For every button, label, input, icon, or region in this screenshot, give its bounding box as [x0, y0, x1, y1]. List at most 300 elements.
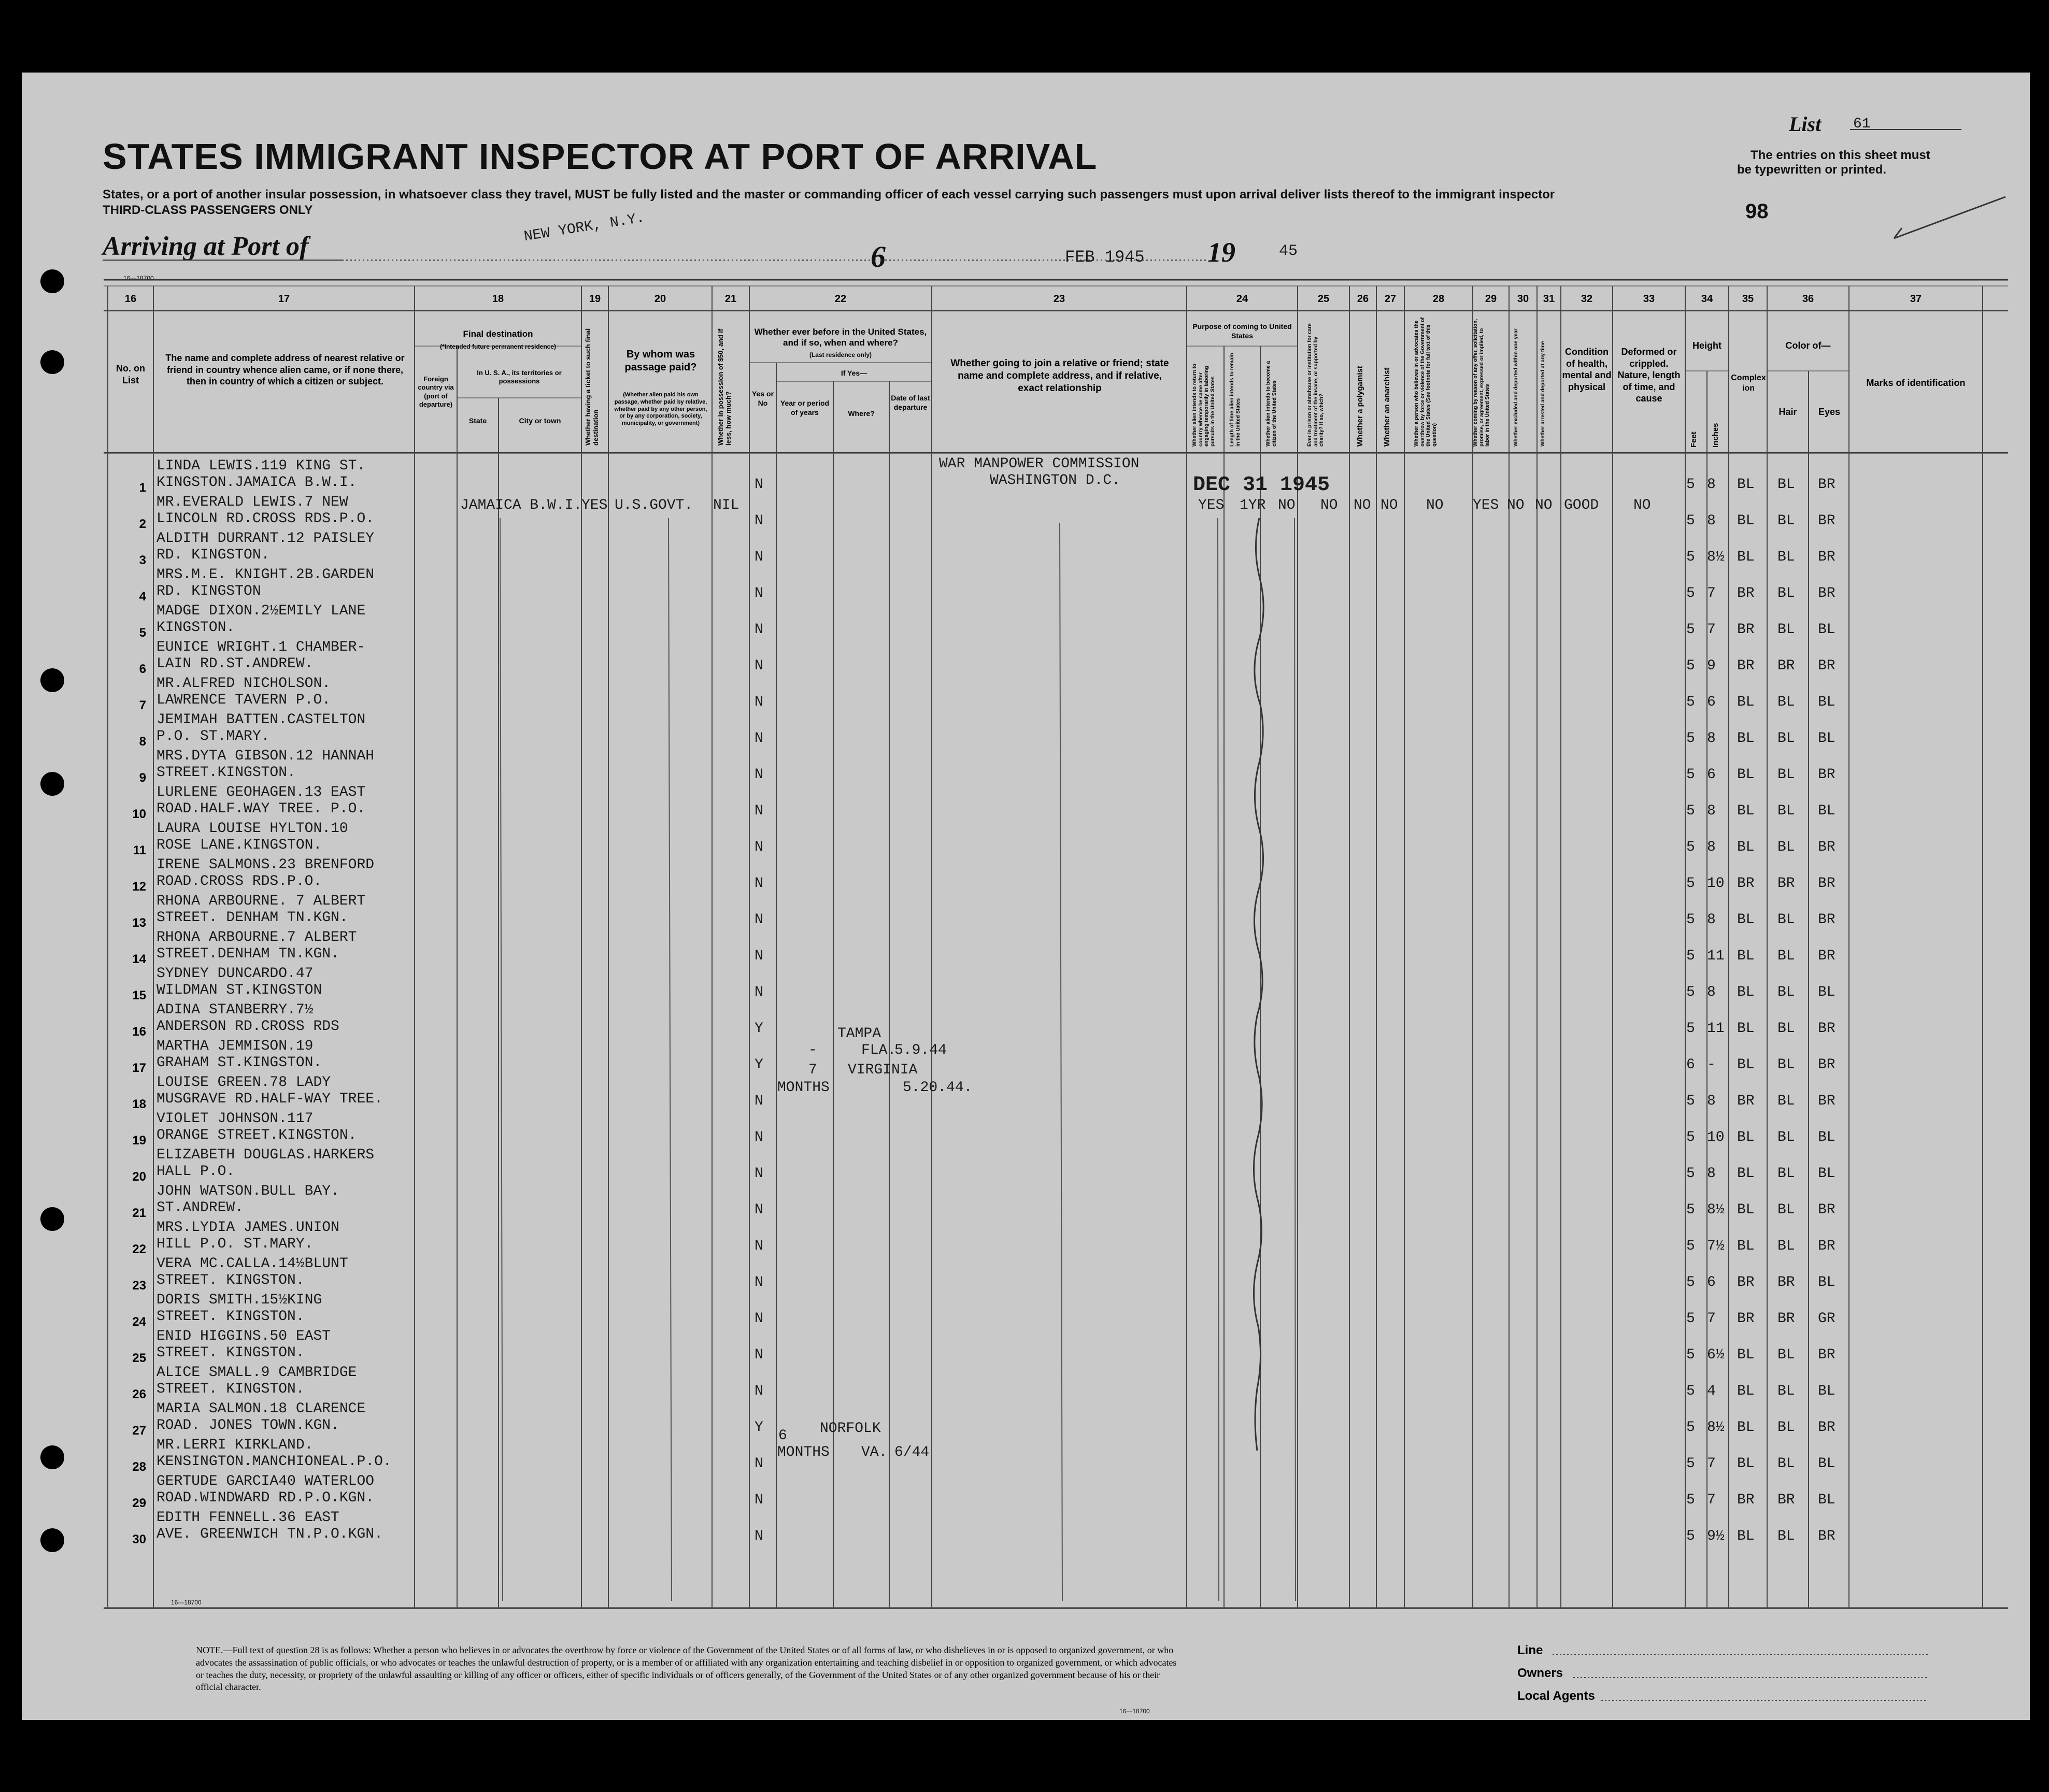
column-number: 25	[1317, 293, 1330, 305]
row-number: 11	[133, 843, 146, 857]
height-inches: 8	[1707, 1093, 1716, 1109]
complexion: BL	[1737, 1238, 1755, 1254]
row-number: 25	[132, 1351, 146, 1365]
relative-line1: MRS.LYDIA JAMES.UNION	[156, 1220, 339, 1236]
been-before: N	[755, 1202, 763, 1218]
been-before: N	[755, 1383, 763, 1399]
visit-where: FLA.	[861, 1042, 897, 1058]
relative-line1: MADGE DIXON.2½EMILY LANE	[156, 603, 366, 619]
been-before: N	[755, 694, 763, 710]
relative-line1: MR.LERRI KIRKLAND.	[156, 1437, 314, 1453]
header-inches: Inches	[1711, 423, 1720, 448]
relative-line2: ST.ANDREW.	[156, 1200, 244, 1216]
height-feet: 5	[1686, 1202, 1695, 1218]
eye-color: BR	[1818, 1021, 1835, 1037]
height-inches: 8	[1707, 1166, 1716, 1182]
eye-color: BR	[1818, 549, 1835, 565]
hair-color: BL	[1777, 1528, 1795, 1544]
arrested-value: NO	[1535, 497, 1553, 513]
visit-where: VA.	[861, 1444, 888, 1460]
height-feet: 5	[1686, 1166, 1695, 1182]
complexion: BR	[1737, 622, 1755, 638]
relative-line2: WILDMAN ST.KINGSTON	[156, 982, 322, 998]
column-number: 30	[1517, 293, 1529, 305]
been-before: N	[755, 876, 763, 892]
relative-line2: ORANGE STREET.KINGSTON.	[156, 1127, 357, 1143]
eye-color: BR	[1818, 876, 1835, 892]
row-number: 28	[132, 1460, 146, 1474]
relative-line1: MRS.DYTA GIBSON.12 HANNAH	[156, 748, 375, 764]
hair-color: BL	[1777, 839, 1795, 855]
relative-line1: DORIS SMITH.15½KING	[156, 1292, 322, 1308]
header-anarchist: Whether an anarchist	[1383, 367, 1391, 447]
eye-color: BL	[1818, 984, 1835, 1000]
column-number: 28	[1432, 293, 1445, 305]
height-feet: 5	[1686, 1021, 1695, 1037]
eye-color: BL	[1818, 1166, 1835, 1182]
column-number: 37	[1910, 293, 1922, 305]
row-number: 15	[132, 988, 146, 1002]
eye-color: BR	[1818, 477, 1835, 493]
height-feet: 5	[1686, 912, 1695, 928]
row-number: 1	[139, 481, 146, 495]
header-purpose-return: Whether alien intends to return to country whence he came after engaging temporarily in laboring pursuits in the United States	[1192, 363, 1216, 447]
hair-color: BL	[1777, 984, 1795, 1000]
visit-years: MONTHS	[777, 1080, 830, 1096]
been-before: N	[755, 803, 763, 819]
been-before: N	[755, 984, 763, 1000]
hair-color: BL	[1777, 1057, 1795, 1073]
row-number: 3	[139, 553, 146, 567]
relative-line2: ROAD.CROSS RDS.P.O.	[156, 873, 322, 890]
row-number: 7	[139, 698, 146, 712]
relative-line1: VIOLET JOHNSON.117	[156, 1111, 314, 1127]
relative-line2: ROAD.HALF.WAY TREE. P.O.	[156, 801, 366, 817]
owners-label: Owners	[1517, 1666, 1563, 1680]
row-number: 22	[132, 1242, 146, 1256]
row-number: 30	[132, 1532, 146, 1546]
relative-line2: STREET.DENHAM TN.KGN.	[156, 946, 339, 962]
column-number: 33	[1643, 293, 1655, 305]
relative-line2: KINGSTON.	[156, 620, 235, 636]
relative-line2: STREET. KINGSTON.	[156, 1272, 305, 1288]
paid-by-value: U.S.GOVT.	[615, 497, 693, 513]
been-before: N	[755, 730, 763, 747]
relative-line1: VERA MC.CALLA.14½BLUNT	[156, 1256, 348, 1272]
column-number: 29	[1485, 293, 1497, 305]
height-inches: 4	[1707, 1383, 1716, 1399]
arriving-label: Arriving at Port of	[103, 232, 309, 261]
relative-line2: STREET. KINGSTON.	[156, 1381, 305, 1397]
header-passage-note: (Whether alien paid his own passage, whether paid by relative, whether paid by any other person, or by any corporation, society, municipality, or government)	[614, 392, 707, 426]
hair-color: BL	[1777, 1021, 1795, 1037]
been-before: Y	[755, 1057, 763, 1073]
eye-color: BL	[1818, 1383, 1835, 1399]
row-number: 20	[132, 1170, 146, 1184]
height-feet: 5	[1686, 1311, 1695, 1327]
been-before: N	[755, 948, 763, 964]
hair-color: BL	[1777, 694, 1795, 710]
row-number: 5	[139, 626, 146, 640]
complexion: BL	[1737, 1057, 1755, 1073]
height-feet: 5	[1686, 1347, 1695, 1363]
relative-line2: KENSINGTON.MANCHIONEAL.P.O.	[156, 1454, 392, 1470]
height-feet: 5	[1686, 1456, 1695, 1472]
ticket-value: YES	[581, 497, 608, 513]
been-before: N	[755, 1311, 763, 1327]
hair-color: BL	[1777, 1202, 1795, 1218]
row-number: 14	[132, 952, 146, 966]
height-feet: 5	[1686, 1238, 1695, 1254]
eye-color: BR	[1818, 1057, 1835, 1073]
height-inches: 8	[1707, 513, 1716, 529]
row-number: 16	[132, 1025, 146, 1039]
header-state: State	[468, 417, 487, 425]
header-where: Where?	[848, 409, 875, 418]
relative-line2: STREET.KINGSTON.	[156, 765, 296, 781]
been-before: N	[755, 549, 763, 565]
hair-color: BR	[1777, 1311, 1795, 1327]
relative-line2: KINGSTON.JAMAICA B.W.I.	[156, 475, 357, 491]
header-yes-no: Yes or No	[751, 390, 774, 407]
relative-line1: MR.EVERALD LEWIS.7 NEW	[156, 494, 348, 510]
complexion: BR	[1737, 1093, 1755, 1109]
height-inches: 7	[1707, 1311, 1716, 1327]
header-nearest-relative: The name and complete address of nearest relative or friend in country whence alien came, or if none there, then in country of which a citizen or subject.	[165, 353, 405, 386]
relative-line2: GRAHAM ST.KINGSTON.	[156, 1055, 322, 1071]
height-feet: 5	[1686, 767, 1695, 783]
height-inches: 7	[1707, 1492, 1716, 1508]
relative-line1: MRS.M.E. KNIGHT.2B.GARDEN	[156, 567, 375, 583]
row-number: 6	[139, 662, 146, 676]
row-number: 13	[132, 916, 146, 930]
height-inches: 10	[1707, 876, 1725, 892]
header-excluded: Whether excluded and deported within one year	[1513, 328, 1519, 447]
header-if-yes: If Yes—	[841, 369, 867, 377]
header-before-note: (Last residence only)	[809, 351, 872, 359]
header-join-relative: Whether going to join a relative or friend; state name and complete address, and if relative, exact relationship	[950, 358, 1169, 394]
money-value: NIL	[713, 497, 739, 513]
date-stamp: FEB 1945	[1065, 248, 1145, 267]
form-number: 16—18700	[171, 1599, 202, 1606]
header-foreign-country: Foreign country via (port of departure)	[418, 375, 454, 408]
visit-where: TAMPA	[837, 1026, 881, 1042]
hair-color: BL	[1777, 622, 1795, 638]
height-inches: 6	[1707, 694, 1716, 710]
height-inches: 8	[1707, 730, 1716, 747]
been-before: N	[755, 1129, 763, 1145]
been-before: N	[755, 1274, 763, 1291]
hair-color: BL	[1777, 1347, 1795, 1363]
height-inches: 8	[1707, 477, 1716, 493]
prison-value: NO	[1320, 497, 1338, 513]
height-inches: 7	[1707, 622, 1716, 638]
row-number: 23	[132, 1279, 146, 1293]
height-feet: 5	[1686, 622, 1695, 638]
relative-line2: HALL P.O.	[156, 1164, 235, 1180]
height-inches: 8	[1707, 912, 1716, 928]
height-feet: 5	[1686, 549, 1695, 565]
row-number: 10	[132, 807, 146, 821]
row-number: 18	[132, 1097, 146, 1111]
column-number: 34	[1701, 293, 1713, 305]
dest-state: JAMAICA B.W.I.	[460, 497, 582, 513]
deformed-value: NO	[1633, 497, 1651, 513]
been-before: N	[755, 1238, 763, 1254]
complexion: BL	[1737, 1021, 1755, 1037]
height-inches: 6	[1707, 1274, 1716, 1291]
row-number: 12	[132, 880, 146, 894]
page-title: STATES IMMIGRANT INSPECTOR AT PORT OF ARRIVAL	[103, 136, 1098, 177]
height-inches: 10	[1707, 1129, 1725, 1145]
header-final-destination-note: (*Intended future permanent residence)	[439, 343, 557, 350]
hair-color: BL	[1777, 1420, 1795, 1436]
column-number: 24	[1236, 293, 1248, 305]
relative-line2: RD. KINGSTON.	[156, 547, 270, 563]
eye-color: BL	[1818, 694, 1835, 710]
relative-line1: RHONA ARBOURNE.7 ALBERT	[156, 929, 357, 945]
complexion: BL	[1737, 1166, 1755, 1182]
complexion: BR	[1737, 658, 1755, 674]
column-number: 26	[1357, 293, 1369, 305]
arrival-day: 6	[871, 240, 886, 274]
header-list-number: No. on List	[116, 363, 145, 385]
height-feet: 5	[1686, 984, 1695, 1000]
header-deformed: Deformed or crippled. Nature, length of time, and cause	[1617, 347, 1681, 404]
relative-line1: ADINA STANBERRY.7½	[156, 1002, 314, 1018]
height-feet: 5	[1686, 694, 1695, 710]
complexion: BR	[1737, 876, 1755, 892]
eye-color: GR	[1818, 1311, 1835, 1327]
height-inches: 6	[1707, 767, 1716, 783]
form-number: 16—18700	[123, 275, 154, 282]
height-inches: 8	[1707, 839, 1716, 855]
overthrow-value: NO	[1426, 497, 1444, 513]
complexion: BR	[1737, 1492, 1755, 1508]
complexion: BR	[1737, 585, 1755, 601]
been-before: N	[755, 658, 763, 674]
eye-color: BR	[1818, 912, 1835, 928]
hair-color: BL	[1777, 912, 1795, 928]
hair-color: BL	[1777, 549, 1795, 565]
typewritten-note: The entries on this sheet must	[1751, 148, 1930, 162]
height-feet: 5	[1686, 477, 1695, 493]
relative-line1: ALDITH DURRANT.12 PAISLEY	[156, 531, 375, 547]
height-feet: 5	[1686, 1528, 1695, 1544]
column-number: 35	[1742, 293, 1754, 305]
purpose-length: 1YR	[1240, 497, 1266, 513]
sheet-number: 98	[1745, 200, 1769, 223]
complexion: BL	[1737, 839, 1755, 855]
header-arrested: Whether arrested and deported at any time	[1540, 341, 1546, 447]
height-inches: 8	[1707, 803, 1716, 819]
hair-color: BL	[1777, 948, 1795, 964]
relative-line2: STREET. KINGSTON.	[156, 1309, 305, 1325]
hair-color: BL	[1777, 513, 1795, 529]
hair-color: BR	[1777, 658, 1795, 674]
relative-line2: ROAD.WINDWARD RD.P.O.KGN.	[156, 1490, 375, 1506]
row-number: 29	[132, 1496, 146, 1510]
eye-color: BL	[1818, 622, 1835, 638]
row-number: 2	[139, 517, 146, 531]
column-number: 18	[492, 293, 504, 305]
relative-line1: MR.ALFRED NICHOLSON.	[156, 676, 331, 692]
eye-color: BR	[1818, 1420, 1835, 1436]
height-inches: 6½	[1707, 1347, 1725, 1363]
height-feet: 6	[1686, 1057, 1695, 1073]
complexion: BL	[1737, 1420, 1755, 1436]
form-number: 16—18700	[1119, 1708, 1150, 1715]
relative-line1: MARTHA JEMMISON.19	[156, 1038, 314, 1054]
height-inches: 9	[1707, 658, 1716, 674]
relative-line1: IRENE SALMONS.23 BRENFORD	[156, 857, 375, 873]
complexion: BL	[1737, 912, 1755, 928]
relative-line1: GERTUDE GARCIA40 WATERLOO	[156, 1473, 375, 1489]
header-purpose: Purpose of coming to United States	[1192, 322, 1292, 340]
header-final-destination: Final destination	[463, 329, 533, 339]
relative-line2: RD. KINGSTON	[156, 583, 261, 599]
height-inches: 11	[1707, 948, 1725, 964]
height-feet: 5	[1686, 730, 1695, 747]
complexion: BL	[1737, 767, 1755, 783]
complexion: BL	[1737, 1347, 1755, 1363]
relative-line2: HILL P.O. ST.MARY.	[156, 1236, 314, 1252]
complexion: BL	[1737, 803, 1755, 819]
relative-line1: MARIA SALMON.18 CLARENCE	[156, 1401, 366, 1417]
purpose-return: YES	[1198, 497, 1225, 513]
eye-color: BR	[1818, 585, 1835, 601]
complexion: BL	[1737, 513, 1755, 529]
eye-color: BR	[1818, 658, 1835, 674]
height-inches: -	[1707, 1057, 1716, 1073]
relative-line2: AVE. GREENWICH TN.P.O.KGN.	[156, 1526, 383, 1542]
header-polygamist: Whether a polygamist	[1356, 366, 1364, 447]
relative-line1: ENID HIGGINS.50 EAST	[156, 1328, 331, 1344]
header-height: Height	[1692, 340, 1721, 351]
health-value: GOOD	[1564, 497, 1599, 513]
been-before: N	[755, 767, 763, 783]
year-prefix: 19	[1207, 237, 1235, 268]
relative-line1: RHONA ARBOURNE. 7 ALBERT	[156, 893, 366, 909]
been-before: N	[755, 1166, 763, 1182]
relative-line1: LOUISE GREEN.78 LADY	[156, 1074, 331, 1091]
stamp-date: DEC 31 1945	[1193, 474, 1330, 497]
row-number: 9	[139, 771, 146, 785]
eye-color: BR	[1818, 1347, 1835, 1363]
relative-line1: EUNICE WRIGHT.1 CHAMBER-	[156, 639, 366, 655]
height-feet: 5	[1686, 1129, 1695, 1145]
column-number: 31	[1543, 293, 1555, 305]
typewritten-note: be typewritten or printed.	[1737, 163, 1887, 177]
eye-color: BR	[1818, 1093, 1835, 1109]
column-number: 17	[278, 293, 290, 305]
eye-color: BR	[1818, 948, 1835, 964]
height-feet: 5	[1686, 513, 1695, 529]
relative-line2: STREET. DENHAM TN.KGN.	[156, 910, 348, 926]
hair-color: BL	[1777, 1456, 1795, 1472]
eye-color: BL	[1818, 1129, 1835, 1145]
height-feet: 5	[1686, 1383, 1695, 1399]
height-inches: 7	[1707, 585, 1716, 601]
header-health: Condition of health, mental and physical	[1562, 347, 1612, 392]
height-feet: 5	[1686, 658, 1695, 674]
height-feet: 5	[1686, 1420, 1695, 1436]
eye-color: BR	[1818, 1202, 1835, 1218]
relative-line1: EDITH FENNELL.36 EAST	[156, 1510, 339, 1526]
eye-color: BL	[1818, 1456, 1835, 1472]
height-feet: 5	[1686, 803, 1695, 819]
hair-color: BL	[1777, 767, 1795, 783]
eye-color: BR	[1818, 1528, 1835, 1544]
complexion: BL	[1737, 694, 1755, 710]
purpose-citizen: NO	[1278, 497, 1296, 513]
offer-value: YES	[1473, 497, 1499, 513]
header-years: Year or period of years	[780, 399, 830, 417]
relative-line2: ROAD. JONES TOWN.KGN.	[156, 1417, 339, 1433]
height-inches: 8	[1707, 984, 1716, 1000]
eye-color: BR	[1818, 513, 1835, 529]
list-number: 61	[1853, 116, 1871, 132]
header-ticket: Whether having a ticket to such final destination	[584, 328, 600, 446]
polygamist-value: NO	[1354, 497, 1371, 513]
height-feet: 5	[1686, 1093, 1695, 1109]
header-eyes: Eyes	[1818, 407, 1841, 417]
complexion: BL	[1737, 1456, 1755, 1472]
complexion: BR	[1737, 1311, 1755, 1327]
been-before: N	[755, 1492, 763, 1508]
relative-line1: JOHN WATSON.BULL BAY.	[156, 1183, 339, 1199]
relative-line1: SYDNEY DUNCARDO.47	[156, 966, 314, 982]
complexion: BL	[1737, 948, 1755, 964]
row-number: 17	[132, 1061, 146, 1075]
header-hair: Hair	[1778, 407, 1797, 417]
relative-line2: ROSE LANE.KINGSTON.	[156, 837, 322, 853]
eye-color: BL	[1818, 803, 1835, 819]
line-label: Line	[1517, 1643, 1543, 1657]
height-inches: 7½	[1707, 1238, 1725, 1254]
relative-line1: ELIZABETH DOUGLAS.HARKERS	[156, 1147, 375, 1163]
hair-color: BL	[1777, 1166, 1795, 1182]
been-before: Y	[755, 1021, 763, 1037]
anarchist-value: NO	[1381, 497, 1398, 513]
column-number: 32	[1581, 293, 1593, 305]
visit-where: VIRGINIA	[848, 1062, 918, 1078]
height-feet: 5	[1686, 839, 1695, 855]
height-inches: 8½	[1707, 549, 1725, 565]
hair-color: BR	[1777, 1492, 1795, 1508]
relative-line1: LURLENE GEOHAGEN.13 EAST	[156, 784, 366, 800]
port-value: NEW YORK, N.Y.	[523, 210, 646, 246]
been-before: N	[755, 585, 763, 601]
header-purpose-length: Length of time alien intends to remain in the United States	[1229, 353, 1241, 447]
relative-line1: LAURA LOUISE HYLTON.10	[156, 821, 348, 837]
been-before: N	[755, 622, 763, 638]
hair-color: BL	[1777, 1383, 1795, 1399]
complexion: BL	[1737, 1383, 1755, 1399]
height-feet: 5	[1686, 1274, 1695, 1291]
column-number: 16	[124, 293, 137, 305]
hair-color: BL	[1777, 1093, 1795, 1109]
relative-line2: P.O. ST.MARY.	[156, 728, 270, 744]
header-before-in-us: Whether ever before in the United States, and if so, when and where?	[754, 327, 927, 348]
visit-date: 5.20.44.	[903, 1080, 973, 1096]
header-passage-paid: By whom was passage paid?	[624, 349, 697, 373]
relative-line2: STREET. KINGSTON.	[156, 1345, 305, 1361]
complexion: BL	[1737, 984, 1755, 1000]
complexion: BL	[1737, 730, 1755, 747]
relative-line2: ANDERSON RD.CROSS RDS	[156, 1019, 339, 1035]
relative-line2: LAIN RD.ST.ANDREW.	[156, 656, 314, 672]
